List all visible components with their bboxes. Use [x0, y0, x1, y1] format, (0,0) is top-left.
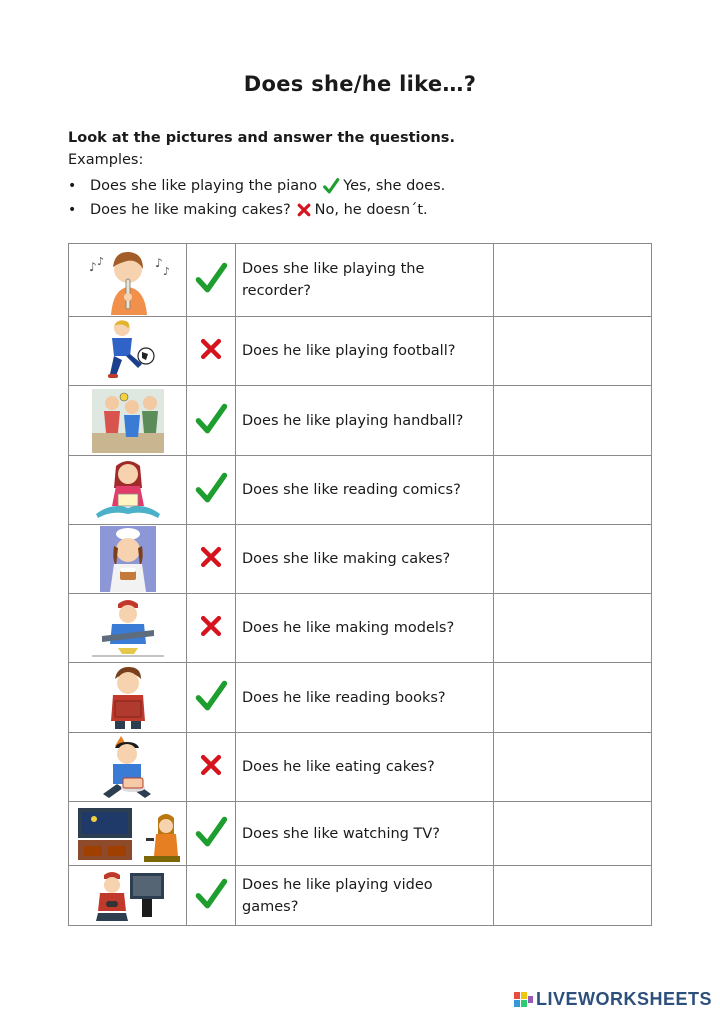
cross-icon — [198, 336, 224, 362]
answer-cell[interactable] — [494, 663, 652, 733]
picture-cell — [69, 733, 187, 802]
girl-playing-recorder-picture — [83, 245, 173, 315]
answer-cell[interactable] — [494, 456, 652, 525]
mark-cell — [187, 663, 236, 733]
tick-icon — [322, 177, 340, 195]
answer-input[interactable] — [500, 747, 645, 787]
boy-playing-football-picture — [98, 318, 158, 384]
mark-cell — [187, 866, 236, 926]
picture-cell — [69, 802, 187, 866]
table-row — [69, 244, 652, 317]
example-question: Does he like making cakes? — [90, 202, 291, 218]
answer-cell[interactable] — [494, 802, 652, 866]
boy-making-models-picture — [88, 596, 168, 660]
answer-input[interactable] — [500, 260, 645, 300]
example-item — [68, 198, 445, 222]
boy-reading-book-picture — [103, 665, 153, 731]
girl-watching-tv-picture — [74, 804, 182, 864]
brand-text: LIVEWORKSHEETS — [535, 989, 712, 1009]
examples-list — [68, 174, 445, 222]
example-answer: Yes, she does. — [343, 178, 446, 194]
question-text: Does he like eating cakes? — [236, 733, 494, 802]
answer-input[interactable] — [500, 608, 645, 648]
answer-input[interactable] — [500, 876, 645, 916]
tick-icon — [193, 470, 229, 506]
examples-label: Examples: — [68, 152, 144, 168]
answer-cell[interactable] — [494, 866, 652, 926]
question-table — [68, 243, 652, 926]
answer-input[interactable] — [500, 814, 645, 854]
mark-cell — [187, 594, 236, 663]
tick-icon — [193, 876, 229, 912]
answer-input[interactable] — [500, 678, 645, 718]
picture-cell — [69, 317, 187, 386]
answer-input[interactable] — [500, 331, 645, 371]
answer-input[interactable] — [500, 401, 645, 441]
example-question: Does she like playing the piano — [90, 178, 318, 194]
table-row — [69, 663, 652, 733]
cross-icon — [198, 752, 224, 778]
mark-cell — [187, 317, 236, 386]
worksheet-title: Does she/he like…? — [243, 72, 477, 96]
liveworksheets-logo-icon — [514, 992, 534, 1008]
table-row — [69, 317, 652, 386]
example-item — [68, 174, 445, 198]
picture-cell — [69, 663, 187, 733]
picture-cell — [69, 866, 187, 926]
instructions: Look at the pictures and answer the questions. — [68, 130, 455, 146]
tick-icon — [193, 814, 229, 850]
answer-cell[interactable] — [494, 525, 652, 594]
boy-playing-video-games-picture — [88, 869, 168, 923]
mark-cell — [187, 386, 236, 456]
svg-text:♪: ♪ — [96, 255, 104, 268]
mark-cell — [187, 456, 236, 525]
question-text: Does she like watching TV? — [236, 802, 494, 866]
table-row — [69, 733, 652, 802]
question-text: Does he like playing handball? — [236, 386, 494, 456]
answer-cell[interactable] — [494, 733, 652, 802]
picture-cell — [69, 525, 187, 594]
mark-cell — [187, 733, 236, 802]
tick-icon — [193, 401, 229, 437]
tick-icon — [193, 678, 229, 714]
answer-input[interactable] — [500, 539, 645, 579]
table-row — [69, 386, 652, 456]
boys-playing-handball-picture — [92, 389, 164, 453]
cross-icon — [296, 202, 312, 218]
picture-cell — [69, 456, 187, 525]
example-answer: No, he doesn´t. — [314, 202, 428, 218]
answer-cell[interactable] — [494, 386, 652, 456]
question-text: Does he like reading books? — [236, 663, 494, 733]
picture-cell — [69, 244, 187, 317]
question-text: Does she like playing the recorder? — [236, 244, 494, 317]
table-row — [69, 594, 652, 663]
liveworksheets-brand — [514, 989, 712, 1010]
question-text: Does she like reading comics? — [236, 456, 494, 525]
answer-input[interactable] — [500, 470, 645, 510]
table-row — [69, 456, 652, 525]
svg-text:♪: ♪ — [162, 265, 170, 278]
answer-cell[interactable] — [494, 244, 652, 317]
mark-cell — [187, 244, 236, 317]
picture-cell — [69, 386, 187, 456]
question-text: Does he like making models? — [236, 594, 494, 663]
svg-text:♪: ♪ — [88, 260, 97, 274]
picture-cell — [69, 594, 187, 663]
question-text: Does he like playing football? — [236, 317, 494, 386]
bullet: • — [68, 202, 77, 218]
boy-eating-cake-picture — [93, 734, 163, 800]
answer-cell[interactable] — [494, 317, 652, 386]
mark-cell — [187, 802, 236, 866]
answer-cell[interactable] — [494, 594, 652, 663]
cross-icon — [198, 544, 224, 570]
tick-icon — [193, 260, 229, 296]
girl-making-cakes-picture — [100, 526, 156, 592]
question-text: Does she like making cakes? — [236, 525, 494, 594]
svg-text:♪: ♪ — [154, 256, 163, 270]
cross-icon — [198, 613, 224, 639]
question-text: Does he like playing video games? — [236, 866, 494, 926]
bullet: • — [68, 178, 77, 194]
table-row — [69, 525, 652, 594]
table-row — [69, 802, 652, 866]
girl-reading-comics-picture — [92, 458, 164, 522]
mark-cell — [187, 525, 236, 594]
table-row — [69, 866, 652, 926]
